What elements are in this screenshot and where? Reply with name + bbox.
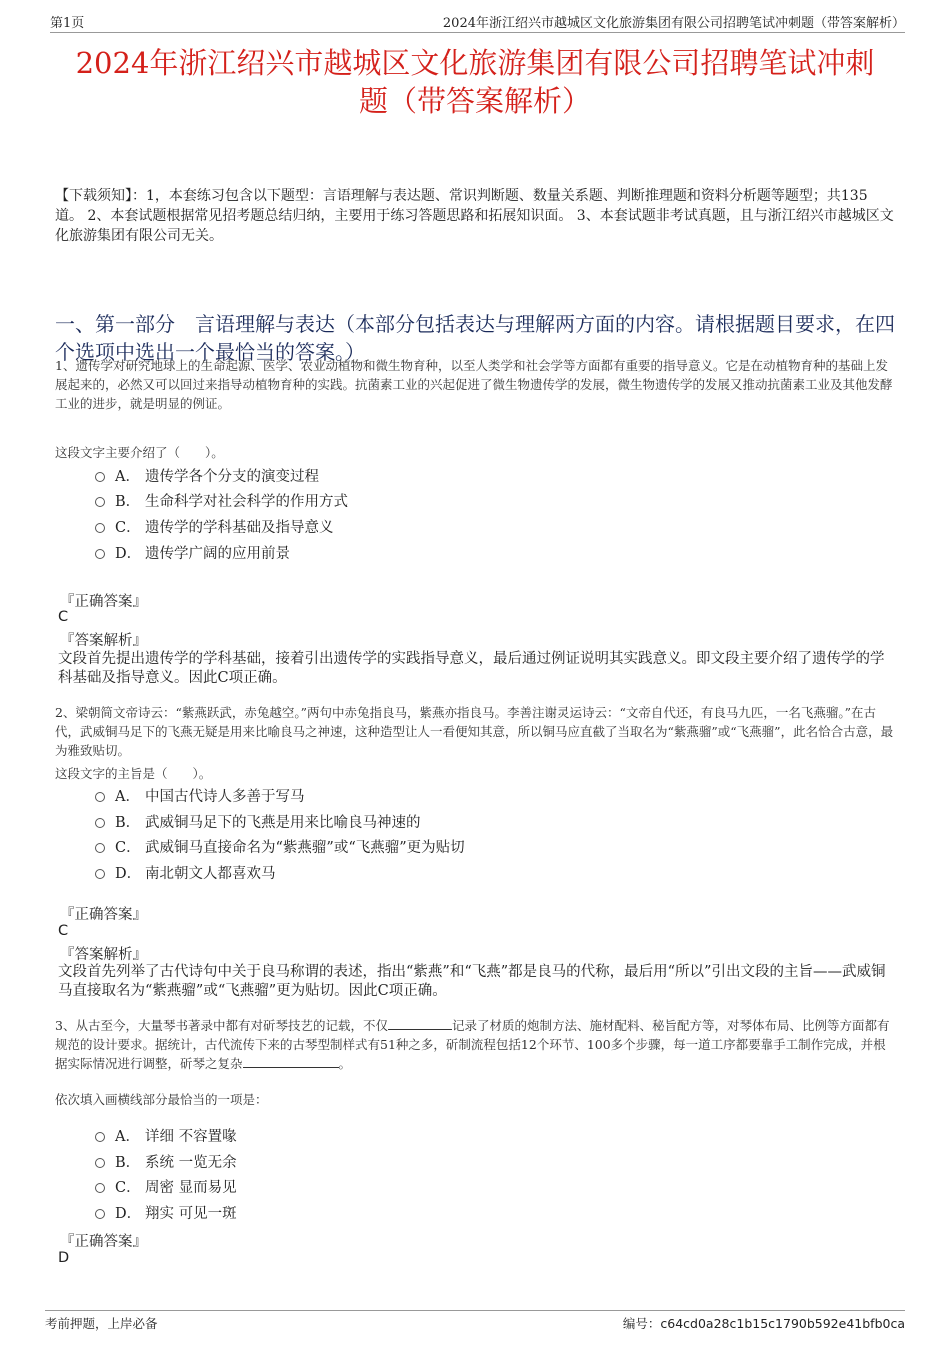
question-1-ask: 这段文字主要介绍了（ ）。 — [55, 445, 224, 460]
radio-icon[interactable] — [95, 472, 105, 482]
radio-icon[interactable] — [95, 843, 105, 853]
radio-icon[interactable] — [95, 497, 105, 507]
question-3-answer: D — [58, 1250, 70, 1266]
question-1-text: 1、遗传学对研究地球上的生命起源、医学、农业动植物和微生物育种，以至人类学和社会学等方面都有重要的指导意义。它是在动植物育种的基础上发展起来的，必然又可以回过来指导动植物育种的实践。抗菌素工业的兴起促进了微生物遗传学的发展，微生物遗传学的发展又推动抗菌素工业及其他发酵工业的进步，就是明显的例证。 — [55, 358, 893, 411]
radio-icon[interactable] — [95, 1209, 105, 1219]
title-line-1: 2024年浙江绍兴市越城区文化旅游集团有限公司招聘笔试冲刺 — [75, 46, 875, 80]
question-2-option-c[interactable]: C． 武威铜马直接命名为“紫燕骝”或“飞燕骝”更为贴切 — [95, 836, 465, 857]
question-1-option-a[interactable]: A． 遗传学各个分支的演变过程 — [95, 465, 319, 486]
question-2-ask: 这段文字的主旨是（ ）。 — [55, 766, 212, 781]
page-number: 第1页 — [50, 16, 85, 31]
question-2-correct-label: 『正确答案』 — [60, 907, 147, 923]
radio-icon[interactable] — [95, 549, 105, 559]
question-3-correct-label: 『正确答案』 — [60, 1234, 147, 1250]
question-3-option-b[interactable]: B． 系统 一览无余 — [95, 1151, 237, 1172]
blank-1 — [388, 1017, 452, 1030]
footer-code: 编号：c64cd0a28c1b15c1790b592e41bfb0ca — [622, 1316, 905, 1331]
question-1-option-b[interactable]: B． 生命科学对社会科学的作用方式 — [95, 490, 348, 511]
question-1-correct-label: 『正确答案』 — [60, 594, 147, 610]
question-2-option-d[interactable]: D． 南北朝文人都喜欢马 — [95, 862, 276, 883]
radio-icon[interactable] — [95, 523, 105, 533]
radio-icon[interactable] — [95, 1183, 105, 1193]
question-3-text: 3、从古至今，大量琴书著录中都有对斫琴技艺的记载，不仅 记录了材质的炮制方法、施材配料、秘旨配方等，对琴体布局、比例等方面都有规范的设计要求。据统计，古代流传下来的古琴型制样式有51种之多，斫制流程包括12个环节、100多个步骤，每一道工序都要靠手工制作完成，并根据实际情况进行调整，斫琴之复杂 。 — [55, 1018, 890, 1071]
question-3-option-a[interactable]: A． 详细 不容置喙 — [95, 1125, 237, 1146]
question-3-ask: 依次填入画横线部分最恰当的一项是： — [55, 1092, 268, 1107]
section-heading: 一、第一部分 言语理解与表达（本部分包括表达与理解两方面的内容。请根据题目要求，在四个选项中选出一个最恰当的答案。） — [55, 312, 895, 364]
title-line-2: 题（带答案解析） — [358, 84, 591, 118]
radio-icon[interactable] — [95, 1158, 105, 1168]
question-2-analysis: 文段首先列举了古代诗句中关于良马称谓的表述，指出“紫燕”和“飞燕”都是良马的代称，最后用“所以”引出文段的主旨——武威铜马直接取名为“紫燕骝”或“飞燕骝”更为贴切。因此C项正确。 — [58, 964, 886, 999]
footer-slogan: 考前押题，上岸必备 — [45, 1316, 158, 1331]
radio-icon[interactable] — [95, 818, 105, 828]
download-notice: 【下载须知】：1，本套练习包含以下题型：言语理解与表达题、常识判断题、数量关系题、判断推理题和资料分析题等题型；共135道。 2、本套试题根据常见招考题总结归纳，主要用于练习答题思路和拓展知识面。 3、本套试题非考试真题，且与浙江绍兴市越城区文化旅游集团有限公司无关。 — [55, 188, 894, 244]
question-2-option-b[interactable]: B． 武威铜马足下的飞燕是用来比喻良马神速的 — [95, 811, 421, 832]
question-1-analysis-label: 『答案解析』 — [60, 633, 147, 649]
question-3-option-c[interactable]: C． 周密 显而易见 — [95, 1176, 237, 1197]
question-2-text: 2、梁朝简文帝诗云：“紫燕跃武，赤兔越空。”两句中赤兔指良马，紫燕亦指良马。李善注谢灵运诗云：“文帝自代还，有良马九匹，一名飞燕骝。”在古代，武威铜马足下的飞燕无疑是用来比喻良马之神速，这种造型让人一看便知其意，所以铜马应直截了当取名为“紫燕骝”或“飞燕骝”，此名恰合古意，最为雅致贴切。 — [55, 705, 894, 758]
radio-icon[interactable] — [95, 869, 105, 879]
question-2-analysis-label: 『答案解析』 — [60, 947, 147, 963]
question-2-option-a[interactable]: A． 中国古代诗人多善于写马 — [95, 785, 305, 806]
page-footer — [45, 1310, 905, 1331]
blank-2 — [243, 1055, 339, 1068]
page-title — [40, 44, 910, 120]
question-1-analysis: 文段首先提出遗传学的学科基础，接着引出遗传学的实践指导意义，最后通过例证说明其实践意义。即文段主要介绍了遗传学的学科基础及指导意义。因此C项正确。 — [58, 651, 885, 686]
question-1-answer: C — [58, 609, 69, 625]
question-3-option-d[interactable]: D． 翔实 可见一斑 — [95, 1202, 237, 1223]
question-1-option-d[interactable]: D． 遗传学广阔的应用前景 — [95, 542, 290, 563]
header-doc-title: 2024年浙江绍兴市越城区文化旅游集团有限公司招聘笔试冲刺题（带答案解析） — [442, 16, 905, 31]
page-header — [50, 10, 905, 33]
question-1-option-c[interactable]: C． 遗传学的学科基础及指导意义 — [95, 516, 334, 537]
radio-icon[interactable] — [95, 792, 105, 802]
radio-icon[interactable] — [95, 1132, 105, 1142]
question-2-answer: C — [58, 923, 69, 939]
